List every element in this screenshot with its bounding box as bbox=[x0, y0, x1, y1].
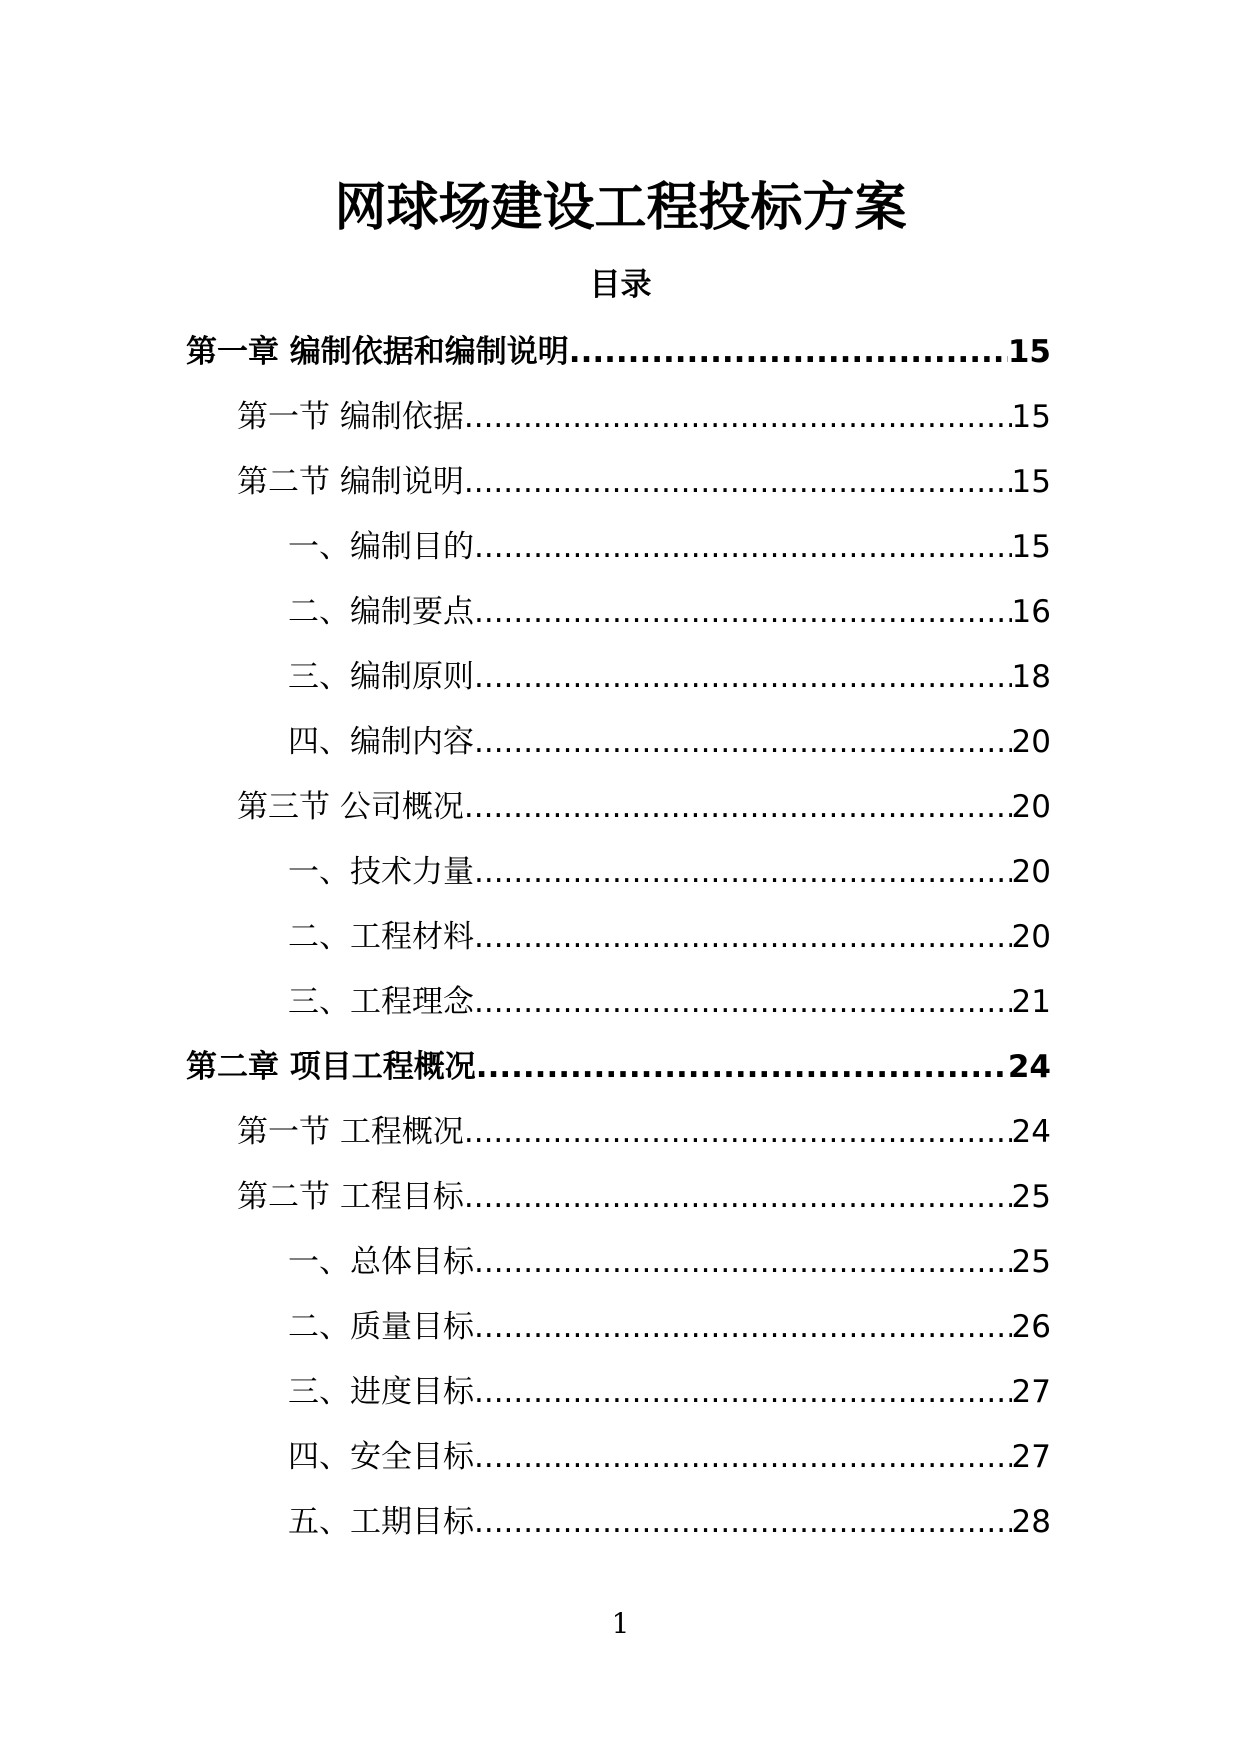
toc-entry-page: 25 bbox=[1011, 1244, 1051, 1280]
dot-leader bbox=[464, 783, 1012, 831]
page-number: 1 bbox=[611, 1607, 630, 1640]
dot-leader bbox=[474, 978, 1012, 1026]
toc-entry-section[interactable] bbox=[0, 458, 1241, 523]
toc-entry-page: 18 bbox=[1011, 659, 1051, 695]
toc-entry-subsection[interactable] bbox=[0, 1303, 1241, 1368]
toc-entry-page: 25 bbox=[1011, 1179, 1051, 1215]
toc-entry-label: 四、编制内容 bbox=[288, 724, 474, 760]
toc-entry-page: 20 bbox=[1011, 724, 1051, 760]
table-of-contents bbox=[0, 328, 1241, 1563]
toc-entry-subsection[interactable] bbox=[0, 978, 1241, 1043]
toc-entry-page: 15 bbox=[1011, 399, 1051, 435]
dot-leader bbox=[476, 1043, 1008, 1091]
toc-entry-subsection[interactable] bbox=[0, 653, 1241, 718]
toc-entry-label: 二、工程材料 bbox=[288, 919, 474, 955]
toc-entry-subsection[interactable] bbox=[0, 848, 1241, 913]
toc-entry-page: 27 bbox=[1011, 1374, 1051, 1410]
toc-entry-label: 三、编制原则 bbox=[288, 659, 474, 695]
dot-leader bbox=[474, 653, 1012, 701]
document-title: 网球场建设工程投标方案 bbox=[334, 178, 907, 238]
toc-entry-label: 二、编制要点 bbox=[288, 594, 474, 630]
toc-entry-page: 16 bbox=[1011, 594, 1051, 630]
toc-entry-chapter-1[interactable] bbox=[0, 328, 1241, 393]
dot-leader bbox=[474, 718, 1012, 766]
dot-leader bbox=[474, 1498, 1012, 1546]
toc-entry-label: 第一节 工程概况 bbox=[237, 1114, 464, 1150]
toc-entry-page: 20 bbox=[1011, 919, 1051, 955]
toc-entry-page: 24 bbox=[1007, 1049, 1051, 1085]
toc-entry-label: 四、安全目标 bbox=[288, 1439, 474, 1475]
toc-entry-label: 第一节 编制依据 bbox=[237, 399, 464, 435]
toc-entry-page: 20 bbox=[1011, 854, 1051, 890]
toc-entry-label: 第二节 编制说明 bbox=[237, 464, 464, 500]
toc-entry-label: 三、进度目标 bbox=[288, 1374, 474, 1410]
toc-entry-page: 15 bbox=[1007, 334, 1051, 370]
toc-entry-label: 五、工期目标 bbox=[288, 1504, 474, 1540]
dot-leader bbox=[464, 1108, 1012, 1156]
toc-entry-section[interactable] bbox=[0, 1108, 1241, 1173]
toc-entry-subsection[interactable] bbox=[0, 913, 1241, 978]
toc-entry-subsection[interactable] bbox=[0, 588, 1241, 653]
toc-entry-subsection[interactable] bbox=[0, 1498, 1241, 1563]
toc-entry-label: 一、技术力量 bbox=[288, 854, 474, 890]
toc-entry-page: 20 bbox=[1011, 789, 1051, 825]
toc-entry-subsection[interactable] bbox=[0, 1238, 1241, 1303]
toc-entry-label: 第二章 项目工程概况 bbox=[186, 1049, 476, 1085]
toc-entry-label: 第三节 公司概况 bbox=[237, 789, 464, 825]
dot-leader bbox=[464, 1173, 1012, 1221]
toc-entry-label: 第二节 工程目标 bbox=[237, 1179, 464, 1215]
toc-entry-page: 28 bbox=[1011, 1504, 1051, 1540]
toc-entry-label: 一、编制目的 bbox=[288, 529, 474, 565]
toc-entry-section[interactable] bbox=[0, 1173, 1241, 1238]
toc-entry-page: 26 bbox=[1011, 1309, 1051, 1345]
toc-entry-label: 第一章 编制依据和编制说明 bbox=[186, 334, 569, 370]
toc-entry-subsection[interactable] bbox=[0, 1368, 1241, 1433]
toc-entry-section[interactable] bbox=[0, 393, 1241, 458]
toc-entry-page: 21 bbox=[1011, 984, 1051, 1020]
dot-leader bbox=[464, 458, 1012, 506]
toc-entry-page: 15 bbox=[1011, 529, 1051, 565]
toc-entry-label: 二、质量目标 bbox=[288, 1309, 474, 1345]
toc-entry-subsection[interactable] bbox=[0, 523, 1241, 588]
toc-entry-subsection[interactable] bbox=[0, 718, 1241, 783]
toc-entry-subsection[interactable] bbox=[0, 1433, 1241, 1498]
dot-leader bbox=[474, 523, 1012, 571]
toc-entry-section[interactable] bbox=[0, 783, 1241, 848]
dot-leader bbox=[464, 393, 1012, 441]
toc-entry-label: 三、工程理念 bbox=[288, 984, 474, 1020]
dot-leader bbox=[474, 1238, 1012, 1286]
dot-leader bbox=[474, 1368, 1012, 1416]
toc-entry-page: 15 bbox=[1011, 464, 1051, 500]
dot-leader bbox=[569, 328, 1008, 376]
toc-entry-page: 24 bbox=[1011, 1114, 1051, 1150]
dot-leader bbox=[474, 913, 1012, 961]
toc-entry-label: 一、总体目标 bbox=[288, 1244, 474, 1280]
toc-entry-chapter-2[interactable] bbox=[0, 1043, 1241, 1108]
toc-entry-page: 27 bbox=[1011, 1439, 1051, 1475]
dot-leader bbox=[474, 588, 1012, 636]
dot-leader bbox=[474, 1303, 1012, 1351]
dot-leader bbox=[474, 1433, 1012, 1481]
dot-leader bbox=[474, 848, 1012, 896]
toc-heading: 目录 bbox=[589, 267, 652, 303]
